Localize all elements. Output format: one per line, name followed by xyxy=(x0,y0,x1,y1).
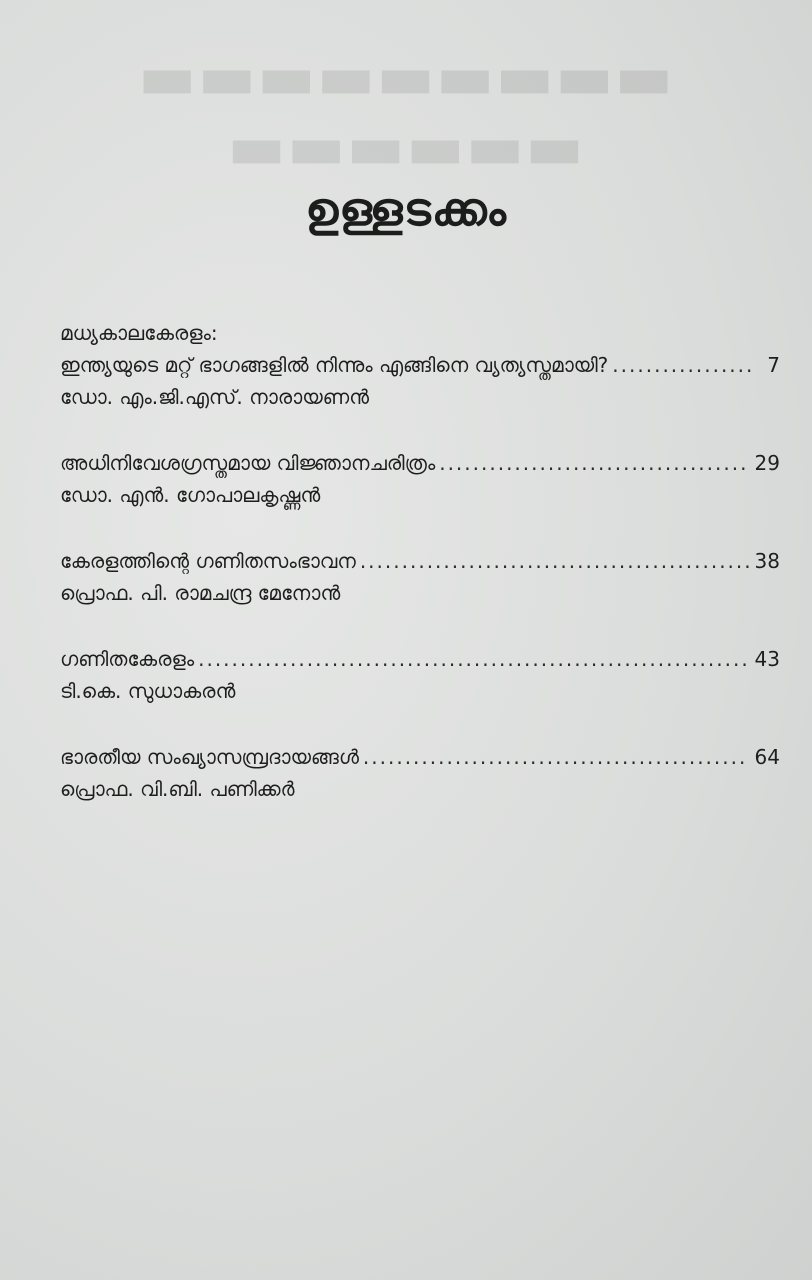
page-number: 7 xyxy=(767,353,780,377)
page-number: 38 xyxy=(754,549,780,573)
entry-title: ഗണിതകേരളം xyxy=(60,647,195,671)
entry-title-prefix: മധ്യകാലകേരളം: xyxy=(60,321,218,345)
toc-line xyxy=(60,350,780,382)
entry-author: പ്രൊഫ. വി.ബി. പണിക്കർ xyxy=(60,777,295,801)
entry-title: കേരളത്തിന്റെ ഗണിതസംഭാവന xyxy=(60,549,356,573)
entry-author: ഡോ. എൻ. ഗോപാലകൃഷ്ണൻ xyxy=(60,483,321,507)
bleed-through-block: ▬▬▬▬▬▬▬▬▬ xyxy=(137,40,675,110)
bleed-through-block: ▬▬▬▬▬▬ xyxy=(227,110,585,180)
toc-line xyxy=(60,742,780,774)
entry-author: ടി.കെ. സുധാകരൻ xyxy=(60,679,236,703)
toc-line xyxy=(60,448,780,480)
entry-title: ഇന്ത്യയുടെ മറ്റ് ഭാഗങ്ങളിൽ നിന്നും എങ്ങിനെ വ്യത്യസ്തമായി? xyxy=(60,353,609,377)
toc-entry xyxy=(60,742,780,806)
entry-title: ഭാരതീയ സംഖ്യാസമ്പ്രദായങ്ങൾ xyxy=(60,745,359,769)
toc-line xyxy=(60,644,780,676)
page-number: 29 xyxy=(754,451,780,475)
entry-author: പ്രൊഫ. പി. രാമചന്ദ്ര മേനോൻ xyxy=(60,581,341,605)
dot-leader xyxy=(439,448,748,478)
dot-leader xyxy=(612,350,754,380)
page-number: 43 xyxy=(754,647,780,671)
toc-entry xyxy=(60,318,780,414)
dot-leader xyxy=(198,644,748,674)
entry-author: ഡോ. എം.ജി.എസ്. നാരായണൻ xyxy=(60,385,370,409)
toc-entry xyxy=(60,448,780,512)
table-of-contents xyxy=(60,318,780,806)
toc-entry xyxy=(60,644,780,708)
toc-line xyxy=(60,546,780,578)
dot-leader xyxy=(360,546,749,576)
dot-leader xyxy=(363,742,749,772)
page-number: 64 xyxy=(754,745,780,769)
toc-entry xyxy=(60,546,780,610)
entry-title: അധിനിവേശഗ്രസ്തമായ വിജ്ഞാനചരിത്രം xyxy=(60,451,436,475)
page-title: ഉള്ളടക്കം xyxy=(305,182,507,236)
